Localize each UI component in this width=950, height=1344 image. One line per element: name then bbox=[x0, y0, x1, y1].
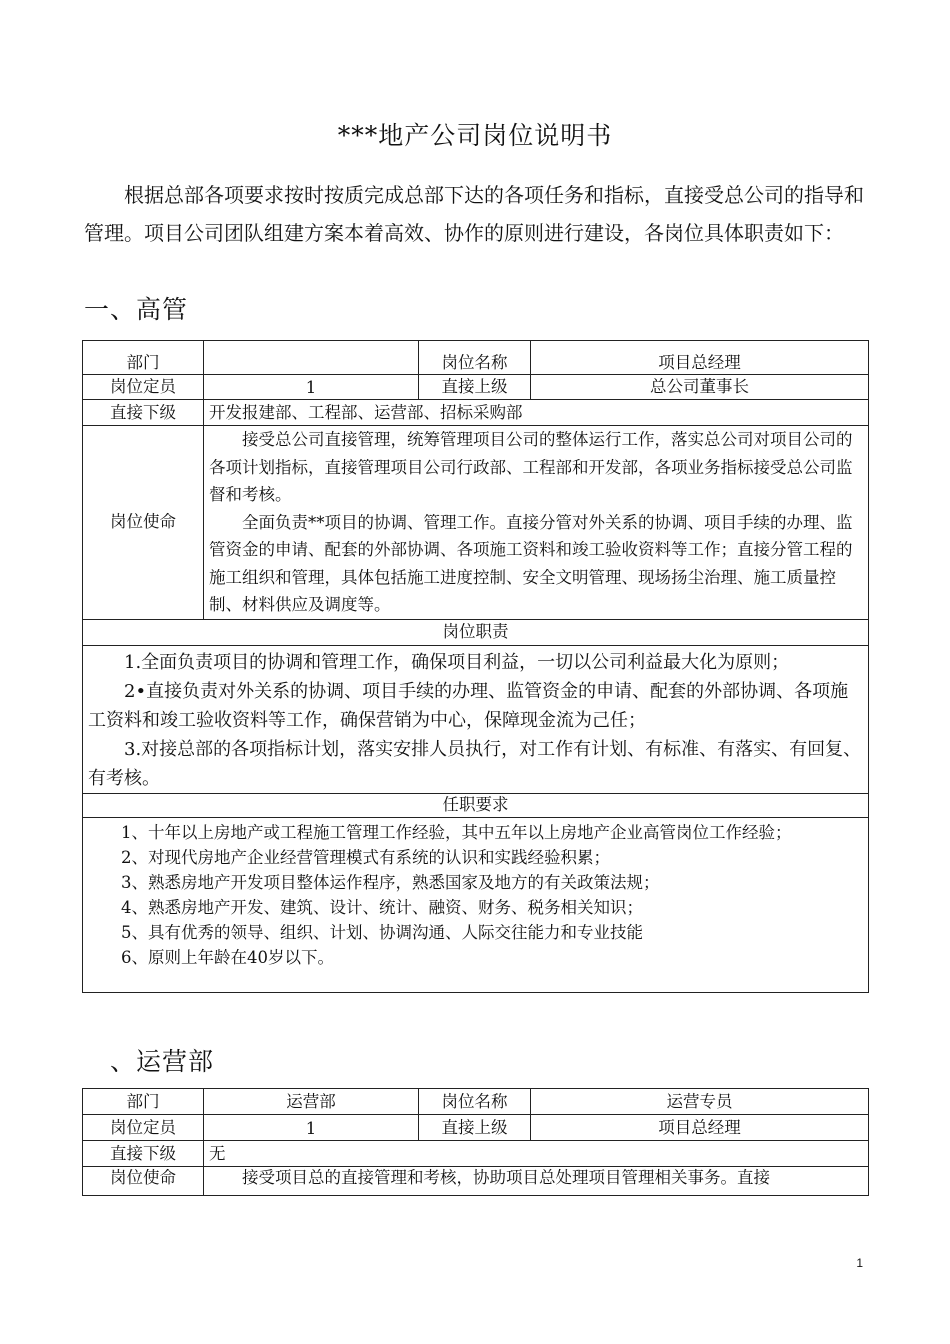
mission-content bbox=[204, 1167, 869, 1196]
dept-value bbox=[204, 341, 419, 375]
superior-label: 直接上级 bbox=[419, 375, 531, 400]
section-heading-operations: 、运营部 bbox=[110, 1047, 215, 1076]
subordinate-label: 直接下级 bbox=[83, 1141, 204, 1167]
mission-label: 岗位使命 bbox=[83, 1167, 204, 1196]
operations-job-table bbox=[82, 1088, 869, 1196]
headcount-label: 岗位定员 bbox=[83, 375, 204, 400]
dept-value: 运营部 bbox=[204, 1089, 419, 1115]
duty-item: 3.对接总部的各项指标计划，落实安排人员执行，对工作有计划、有标准、有落实、有回复、有考核。 bbox=[88, 738, 862, 789]
position-label: 岗位名称 bbox=[419, 1089, 531, 1115]
mission-paragraph: 接受项目总的直接管理和考核，协助项目总处理项目管理相关事务。直接 bbox=[242, 1168, 770, 1187]
headcount-value: 1 bbox=[204, 1115, 419, 1141]
requirement-item: 2、对现代房地产企业经营管理模式有系统的认识和实践经验积累； bbox=[121, 847, 610, 867]
requirement-item: 3、熟悉房地产开发项目整体运作程序，熟悉国家及地方的有关政策法规； bbox=[121, 872, 660, 892]
duty-item: 1.全面负责项目的协调和管理工作，确保项目利益，一切以公司利益最大化为原则； bbox=[124, 651, 790, 673]
duty-item: 2•直接负责对外关系的协调、项目手续的办理、监管资金的申请、配套的外部协调、各项施工资料和竣工验收资料等工作，确保营销为中心，保障现金流为己任； bbox=[88, 680, 849, 731]
headcount-label: 岗位定员 bbox=[83, 1115, 204, 1141]
requirement-item: 5、具有优秀的领导、组织、计划、协调沟通、人际交往能力和专业技能 bbox=[121, 922, 643, 942]
subordinate-value: 开发报建部、工程部、运营部、招标采购部 bbox=[204, 400, 869, 426]
mission-paragraph: 接受总公司直接管理，统筹管理项目公司的整体运行工作，落实总公司对项目公司的各项计划指标，直接管理项目公司行政部、工程部和开发部，各项业务指标接受总公司监督和考核。 bbox=[209, 430, 853, 504]
requirement-item: 4、熟悉房地产开发、建筑、设计、统计、融资、财务、税务相关知识； bbox=[121, 897, 643, 917]
mission-paragraph: 全面负责**项目的协调、管理工作。直接分管对外关系的协调、项目手续的办理、监管资金的申请、配套的外部协调、各项施工资料和竣工验收资料等工作；直接分管工程的施工组织和管理，具体包括施工进度控制、安全文明管理、现场扬尘治理、施工质量控制、材料供应及调度等。 bbox=[209, 512, 853, 614]
requirements-content bbox=[83, 817, 869, 992]
superior-value: 总公司董事长 bbox=[531, 375, 869, 400]
superior-value: 项目总经理 bbox=[531, 1115, 869, 1141]
duties-header: 岗位职责 bbox=[83, 619, 869, 645]
requirement-item: 6、原则上年龄在40岁以下。 bbox=[121, 947, 334, 967]
requirement-item: 1、十年以上房地产或工程施工管理工作经验，其中五年以上房地产企业高管岗位工作经验； bbox=[121, 822, 792, 842]
document-title: ***地产公司岗位说明书 bbox=[337, 121, 613, 150]
subordinate-label: 直接下级 bbox=[83, 400, 204, 426]
requirements-header: 任职要求 bbox=[83, 793, 869, 817]
executive-job-table bbox=[82, 340, 869, 993]
intro-paragraph: 根据总部各项要求按时按质完成总部下达的各项任务和指标，直接受总公司的指导和管理。项目公司团队组建方案本着高效、协作的原则进行建设，各岗位具体职责如下： bbox=[84, 183, 864, 245]
mission-content bbox=[204, 426, 869, 620]
position-value: 运营专员 bbox=[531, 1089, 869, 1115]
dept-label: 部门 bbox=[83, 1089, 204, 1115]
headcount-value: 1 bbox=[204, 375, 419, 400]
position-label: 岗位名称 bbox=[419, 341, 531, 375]
dept-label: 部门 bbox=[83, 341, 204, 375]
duties-content bbox=[83, 645, 869, 793]
section-heading-executives: 一、高管 bbox=[84, 295, 189, 324]
subordinate-value: 无 bbox=[204, 1141, 869, 1167]
page-number: 1 bbox=[856, 1256, 863, 1270]
superior-label: 直接上级 bbox=[419, 1115, 531, 1141]
position-value: 项目总经理 bbox=[531, 341, 869, 375]
mission-label: 岗位使命 bbox=[83, 426, 204, 620]
